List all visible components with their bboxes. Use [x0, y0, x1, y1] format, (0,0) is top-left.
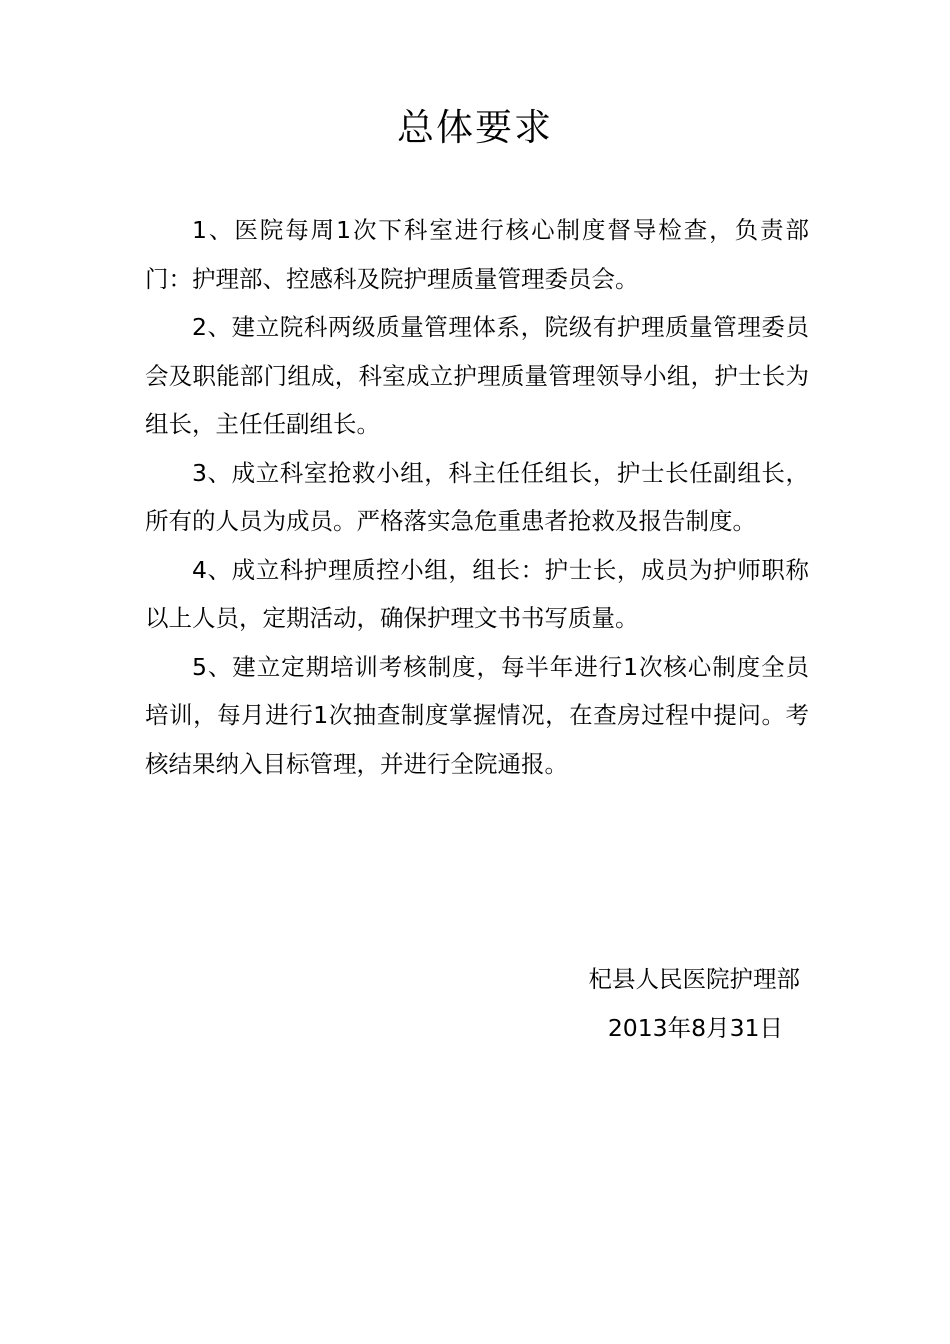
signature-block: [589, 955, 801, 1052]
document-title: 总体要求: [397, 106, 553, 149]
requirement-paragraph-4: 4、成立科护理质控小组，组长：护士长，成员为护师职称以上人员，定期活动，确保护理文书书写质量。: [145, 555, 809, 632]
requirement-paragraph-5: 5、建立定期培训考核制度，每半年进行1次核心制度全员培训，每月进行1次抽查制度掌握情况，在查房过程中提问。考核结果纳入目标管理，并进行全院通报。: [145, 652, 809, 778]
signature-organization: 杞县人民医院护理部: [588, 965, 800, 993]
requirement-paragraph-3: 3、成立科室抢救小组，科主任任组长，护士长任副组长，所有的人员为成员。严格落实急危重患者抢救及报告制度。: [145, 458, 809, 535]
signature-date: 2013年8月31日: [607, 1013, 783, 1042]
requirement-paragraph-2: 2、建立院科两级质量管理体系，院级有护理质量管理委员会及职能部门组成，科室成立护理质量管理领导小组，护士长为组长，主任任副组长。: [145, 313, 809, 438]
document-body: [145, 206, 809, 788]
requirement-paragraph-1: 1、医院每周1次下科室进行核心制度督导检查，负责部门：护理部、控感科及院护理质量管理委员会。: [145, 216, 809, 293]
